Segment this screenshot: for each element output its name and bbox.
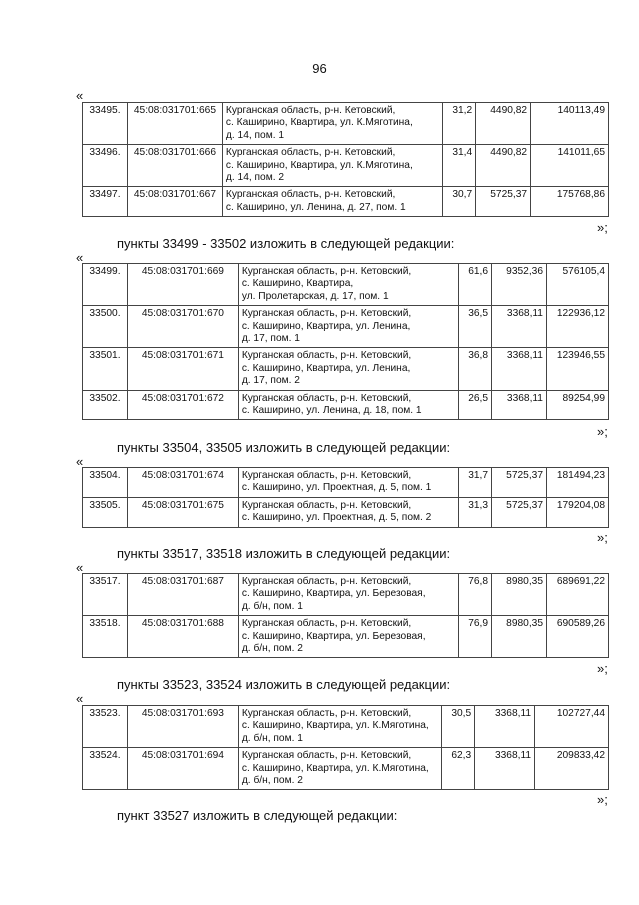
row-number: 33496. xyxy=(83,145,128,187)
rate-value: 3368,11 xyxy=(492,348,547,390)
row-number: 33501. xyxy=(83,348,128,390)
amendment-intro: пункты 33517, 33518 изложить в следующей редакции: xyxy=(117,546,451,561)
row-number: 33497. xyxy=(83,187,128,217)
row-number: 33523. xyxy=(83,706,128,748)
address-cell xyxy=(238,706,441,748)
quote-close: »; xyxy=(597,424,608,439)
area-value: 31,3 xyxy=(459,497,492,527)
quote-open: « xyxy=(76,88,84,103)
rate-value: 8980,35 xyxy=(492,574,547,616)
address-line: д. 17, пом. 2 xyxy=(241,375,300,387)
quote-open: « xyxy=(76,454,84,469)
area-value: 76,8 xyxy=(459,574,492,616)
area-value: 36,8 xyxy=(459,348,492,390)
address-cell xyxy=(238,468,458,498)
address-line: с. Каширино, Квартира, ул. Ленина, xyxy=(241,320,411,332)
address-cell xyxy=(238,306,458,348)
row-number: 33499. xyxy=(83,264,128,306)
row-number: 33495. xyxy=(83,103,128,145)
address-cell xyxy=(222,103,442,145)
cadastral-number: 45:08:031701:674 xyxy=(127,468,238,498)
address-line: Курганская область, р-н. Кетовский, xyxy=(241,266,412,277)
cadastral-number: 45:08:031701:666 xyxy=(127,145,222,187)
address-cell xyxy=(238,390,458,420)
rate-value: 3368,11 xyxy=(475,748,535,790)
registry-table xyxy=(82,263,609,420)
address-cell xyxy=(238,748,441,790)
amendment-intro: пункты 33504, 33505 изложить в следующей редакции: xyxy=(117,440,451,455)
address-line: Курганская область, р-н. Кетовский, xyxy=(241,392,412,404)
address-line: Курганская область, р-н. Кетовский, xyxy=(241,576,412,587)
cadastral-value: 689691,22 xyxy=(546,574,608,616)
quote-close: »; xyxy=(597,220,608,235)
amendment-intro: пункты 33499 - 33502 изложить в следующей редакции: xyxy=(117,236,455,251)
cadastral-value: 179204,08 xyxy=(546,497,608,527)
table-row xyxy=(83,103,609,145)
address-line: Курганская область, р-н. Кетовский, xyxy=(241,499,412,511)
cadastral-value: 181494,23 xyxy=(546,468,608,498)
address-line: с. Каширино, ул. Проектная, д. 5, пом. 1 xyxy=(241,482,432,494)
registry-table xyxy=(82,102,609,217)
area-value: 30,5 xyxy=(442,706,475,748)
row-number: 33524. xyxy=(83,748,128,790)
address-line: с. Каширино, Квартира, ул. Ленина, xyxy=(241,362,411,374)
rate-value: 5725,37 xyxy=(492,468,547,498)
address-line: д. 14, пом. 2 xyxy=(225,172,285,184)
row-number: 33517. xyxy=(83,574,128,616)
cadastral-value: 89254,99 xyxy=(546,390,608,420)
address-line: д. 14, пом. 1 xyxy=(225,129,285,141)
table-row xyxy=(83,748,609,790)
cadastral-value: 690589,26 xyxy=(546,616,608,658)
table-row xyxy=(83,497,609,527)
table-row xyxy=(83,616,609,658)
rate-value: 3368,11 xyxy=(475,706,535,748)
address-line: Курганская область, р-н. Кетовский, xyxy=(241,350,412,362)
address-line: д. б/н, пом. 2 xyxy=(241,775,303,787)
cadastral-value: 122936,12 xyxy=(546,306,608,348)
row-number: 33502. xyxy=(83,390,128,420)
cadastral-number: 45:08:031701:669 xyxy=(127,264,238,306)
address-line: Курганская область, р-н. Кетовский, xyxy=(241,470,412,481)
cadastral-number: 45:08:031701:687 xyxy=(127,574,238,616)
table-row xyxy=(83,574,609,616)
address-line: ул. Пролетарская, д. 17, пом. 1 xyxy=(241,290,389,302)
cadastral-number: 45:08:031701:688 xyxy=(127,616,238,658)
registry-table xyxy=(82,467,609,528)
rate-value: 5725,37 xyxy=(492,497,547,527)
cadastral-value: 140113,49 xyxy=(531,103,609,145)
table-row xyxy=(83,390,609,420)
cadastral-value: 102727,44 xyxy=(535,706,609,748)
address-line: д. б/н, пом. 1 xyxy=(241,732,303,744)
address-line: с. Каширино, Квартира, ул. К.Мяготина, xyxy=(225,159,413,171)
address-line: Курганская область, р-н. Кетовский, xyxy=(225,105,396,116)
cadastral-number: 45:08:031701:671 xyxy=(127,348,238,390)
address-cell xyxy=(238,348,458,390)
cadastral-value: 209833,42 xyxy=(535,748,609,790)
quote-open: « xyxy=(76,691,84,706)
address-line: с. Каширино, ул. Ленина, д. 18, пом. 1 xyxy=(241,405,422,417)
address-line: Курганская область, р-н. Кетовский, xyxy=(241,750,412,762)
row-number: 33505. xyxy=(83,497,128,527)
address-line: с. Каширино, Квартира, ул. К.Мяготина, xyxy=(225,117,413,129)
address-line: Курганская область, р-н. Кетовский, xyxy=(241,618,412,630)
address-line: с. Каширино, Квартира, xyxy=(241,278,354,290)
quote-open: « xyxy=(76,250,84,265)
rate-value: 3368,11 xyxy=(492,390,547,420)
address-line: д. б/н, пом. 2 xyxy=(241,643,303,655)
area-value: 61,6 xyxy=(459,264,492,306)
area-value: 30,7 xyxy=(443,187,476,217)
rate-value: 4490,82 xyxy=(476,103,531,145)
quote-close: »; xyxy=(597,530,608,545)
address-cell xyxy=(238,616,458,658)
row-number: 33504. xyxy=(83,468,128,498)
address-line: Курганская область, р-н. Кетовский, xyxy=(225,147,396,159)
rate-value: 4490,82 xyxy=(476,145,531,187)
address-line: с. Каширино, ул. Ленина, д. 27, пом. 1 xyxy=(225,201,406,213)
address-line: д. 17, пом. 1 xyxy=(241,333,300,345)
address-line: с. Каширино, Квартира, ул. Березовая, xyxy=(241,630,426,642)
table-row xyxy=(83,306,609,348)
rate-value: 9352,36 xyxy=(492,264,547,306)
rate-value: 5725,37 xyxy=(476,187,531,217)
amendment-intro: пункты 33523, 33524 изложить в следующей редакции: xyxy=(117,677,451,692)
cadastral-value: 123946,55 xyxy=(546,348,608,390)
address-cell xyxy=(238,264,458,306)
table-row xyxy=(83,348,609,390)
address-line: Курганская область, р-н. Кетовский, xyxy=(241,708,412,719)
address-cell xyxy=(238,497,458,527)
area-value: 76,9 xyxy=(459,616,492,658)
address-line: с. Каширино, Квартира, ул. Березовая, xyxy=(241,588,426,600)
cadastral-number: 45:08:031701:670 xyxy=(127,306,238,348)
cadastral-value: 141011,65 xyxy=(531,145,609,187)
table-row xyxy=(83,706,609,748)
rate-value: 8980,35 xyxy=(492,616,547,658)
cadastral-number: 45:08:031701:665 xyxy=(127,103,222,145)
address-line: с. Каширино, Квартира, ул. К.Мяготина, xyxy=(241,762,429,774)
address-line: с. Каширино, ул. Проектная, д. 5, пом. 2 xyxy=(241,512,432,524)
cadastral-number: 45:08:031701:672 xyxy=(127,390,238,420)
address-line: Курганская область, р-н. Кетовский, xyxy=(241,308,412,320)
area-value: 31,7 xyxy=(459,468,492,498)
table-row xyxy=(83,187,609,217)
table-row xyxy=(83,264,609,306)
row-number: 33518. xyxy=(83,616,128,658)
quote-close: »; xyxy=(597,792,608,807)
address-line: д. б/н, пом. 1 xyxy=(241,600,303,612)
cadastral-number: 45:08:031701:667 xyxy=(127,187,222,217)
cadastral-number: 45:08:031701:693 xyxy=(127,706,238,748)
amendment-intro: пункт 33527 изложить в следующей редакции: xyxy=(117,808,398,823)
address-line: с. Каширино, Квартира, ул. К.Мяготина, xyxy=(241,720,429,732)
area-value: 26,5 xyxy=(459,390,492,420)
registry-table xyxy=(82,573,609,658)
area-value: 31,4 xyxy=(443,145,476,187)
rate-value: 3368,11 xyxy=(492,306,547,348)
area-value: 36,5 xyxy=(459,306,492,348)
quote-open: « xyxy=(76,560,84,575)
cadastral-value: 175768,86 xyxy=(531,187,609,217)
address-cell xyxy=(222,145,442,187)
address-cell xyxy=(222,187,442,217)
row-number: 33500. xyxy=(83,306,128,348)
area-value: 62,3 xyxy=(442,748,475,790)
cadastral-number: 45:08:031701:694 xyxy=(127,748,238,790)
registry-table xyxy=(82,705,609,790)
cadastral-number: 45:08:031701:675 xyxy=(127,497,238,527)
table-row xyxy=(83,145,609,187)
page-number: 96 xyxy=(312,61,327,76)
table-row xyxy=(83,468,609,498)
cadastral-value: 576105,4 xyxy=(546,264,608,306)
area-value: 31,2 xyxy=(443,103,476,145)
address-cell xyxy=(238,574,458,616)
address-line: Курганская область, р-н. Кетовский, xyxy=(225,189,396,201)
quote-close: »; xyxy=(597,661,608,676)
